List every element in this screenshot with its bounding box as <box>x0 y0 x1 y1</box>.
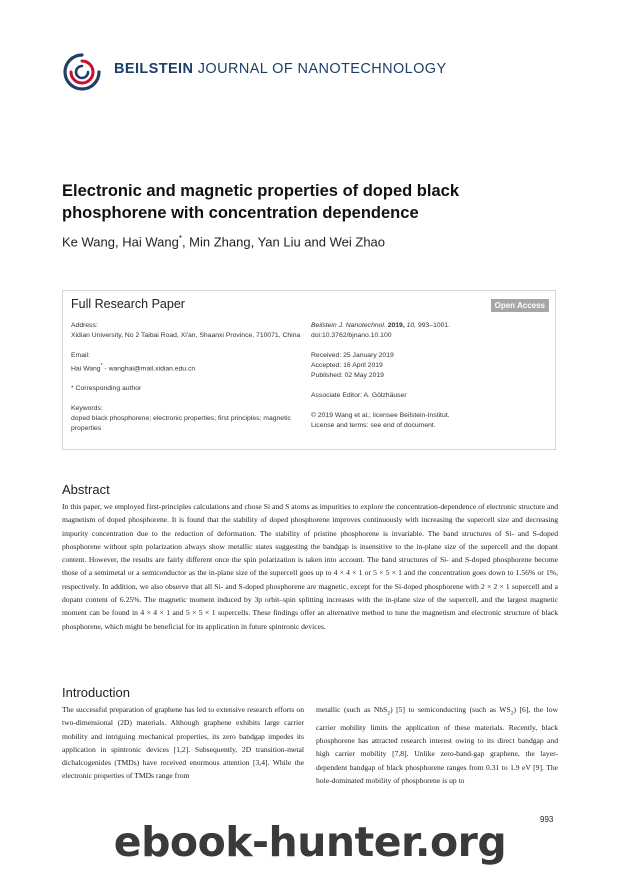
keywords-value: doped black phosphorene; electronic properties; first principles; magnetic properties <box>71 415 291 433</box>
accepted-date: Accepted: 16 April 2019 <box>311 362 383 369</box>
article-info-box <box>62 290 556 450</box>
intro-right-part-c: ) [6], the low carrier mobility limits the application of these materials. Recently, black phosphorene has attracted research interest owing to its direct bandgap and high carrier mobility [7,8]. Unlike zero-band-gap graphene, the layer-dependent bandgap of black phosphorene ranges from 0.31 to 1.9 eV [9]. The hole-dominated mobility of phosphorene is up to <box>316 705 559 785</box>
corresponding-mark: * <box>178 234 182 243</box>
address-label: Address: <box>71 322 98 329</box>
doi-link[interactable]: doi:10.3762/bjnano.10.100 <box>311 332 392 339</box>
info-right-column <box>311 321 551 441</box>
authors-part-b: , Min Zhang, Yan Liu and Wei Zhao <box>181 234 386 250</box>
email-block <box>71 351 303 374</box>
article-title: Electronic and magnetic properties of doped black phosphorene with concentration dependence <box>62 182 459 222</box>
address-value: Xidian University, No 2 Taibai Road, Xi'an, Shaanxi Province, 710071, China <box>71 332 301 339</box>
abstract-heading: Abstract <box>62 482 110 497</box>
watermark: ebook-hunter.org <box>113 818 507 866</box>
introduction-right-column <box>316 703 558 787</box>
email-name: Hai Wang <box>71 365 101 373</box>
journal-header <box>62 52 482 92</box>
citation-year: 2019, <box>385 322 405 329</box>
article-type: Full Research Paper <box>71 297 185 311</box>
intro-sub-1: 2 <box>387 710 391 717</box>
authors-part-a: Ke Wang, Hai Wang <box>62 234 179 250</box>
open-access-badge[interactable]: Open Access <box>491 299 549 312</box>
journal-name-rest: JOURNAL OF NANOTECHNOLOGY <box>193 61 447 77</box>
keywords-block <box>71 404 303 434</box>
page-number: 993 <box>540 815 554 824</box>
email-address[interactable]: - wanghai@mail.xidian.edu.cn <box>102 365 196 373</box>
introduction-left-column: The successful preparation of graphene has led to extensive research efforts on two-dimensional (2D) materials. Although graphene exhibits large carrier mobility and intriguing mechanical properties, its zero bandgap impedes its application in spintronic devices [1,2]. Subsequently, 2D transition-metal dichalcogenides (TMDs) have received enormous attention [3,4]. While the electronic properties of TMDs range from <box>62 705 304 781</box>
author-list <box>62 234 385 249</box>
journal-name-bold: BEILSTEIN <box>114 61 194 77</box>
citation-block <box>311 321 551 341</box>
info-left-column <box>71 321 303 444</box>
beilstein-swirl-logo-icon <box>62 52 102 92</box>
published-date: Published: 02 May 2019 <box>311 372 384 379</box>
received-date: Received: 25 January 2019 <box>311 352 394 359</box>
citation-journal: Beilstein J. Nanotechnol. <box>311 322 386 329</box>
intro-right-part-a: metallic (such as NbS <box>316 705 388 714</box>
license-block <box>311 411 551 431</box>
address-block <box>71 321 303 341</box>
associate-editor: Associate Editor: A. Gölzhäuser <box>311 392 407 399</box>
citation-volume: 10, <box>404 322 417 329</box>
license-line: License and terms: see end of document. <box>311 422 436 429</box>
corresponding-note: * Corresponding author <box>71 385 142 393</box>
email-corresponding-mark: * <box>100 363 103 369</box>
keywords-label: Keywords: <box>71 405 103 413</box>
journal-name <box>114 61 447 77</box>
intro-sub-2: 2 <box>510 710 514 717</box>
dates-block <box>311 351 551 381</box>
abstract-text: In this paper, we employed first-principles calculations and chose Si and S atoms as impurities to explore the concentration-dependence of electronic structure and magnetism of doped phosphorene. It is found that the stability of doped phosphorene improves continuously with increasing the supercell size and decreasing impurity concentration due to the reduction of deformation. The stability of pristine phosphorene is invariable. The band structures of Si- and S-doped phosphorene without spin polarization always show metallic states suggesting the bandgap is insensitive to the in-plane size of the supercell and the dopant content. However, the results are fairly different once the spin polarization is taken into account. The band structures of Si- and S-doped phosphorene become those of a semimetal or a semiconductor as the in-plane size of the supercell goes up to 4 × 4 × 1 or 5 × 5 × 1 and the concentration goes down to 1.56% or 1%, respectively. In addition, we also observe that all Si- and S-doped phosphorene are magnetic, except for the Si-doped phosphorene with 2 × 2 × 1 supercell and a dopant content of 6.25%. The magnetic moment induced by 3p orbit–spin splitting increases with the in-plane size of the supercell, and the largest magnetic moment can be found in 4 × 4 × 1 and 5 × 5 × 1 supercells. These findings offer an alternative method to tune the magnetism and electronic structure of black phosphorene, which might be beneficial for its application in future spintronic devices. <box>62 502 558 631</box>
email-label: Email: <box>71 352 90 359</box>
intro-right-part-b: ) [5] to semiconducting (such as WS <box>390 705 511 714</box>
copyright-line: © 2019 Wang et al.; licensee Beilstein-Institut. <box>311 412 450 419</box>
introduction-heading: Introduction <box>62 685 130 700</box>
citation-pages: 993–1001. <box>416 322 451 329</box>
